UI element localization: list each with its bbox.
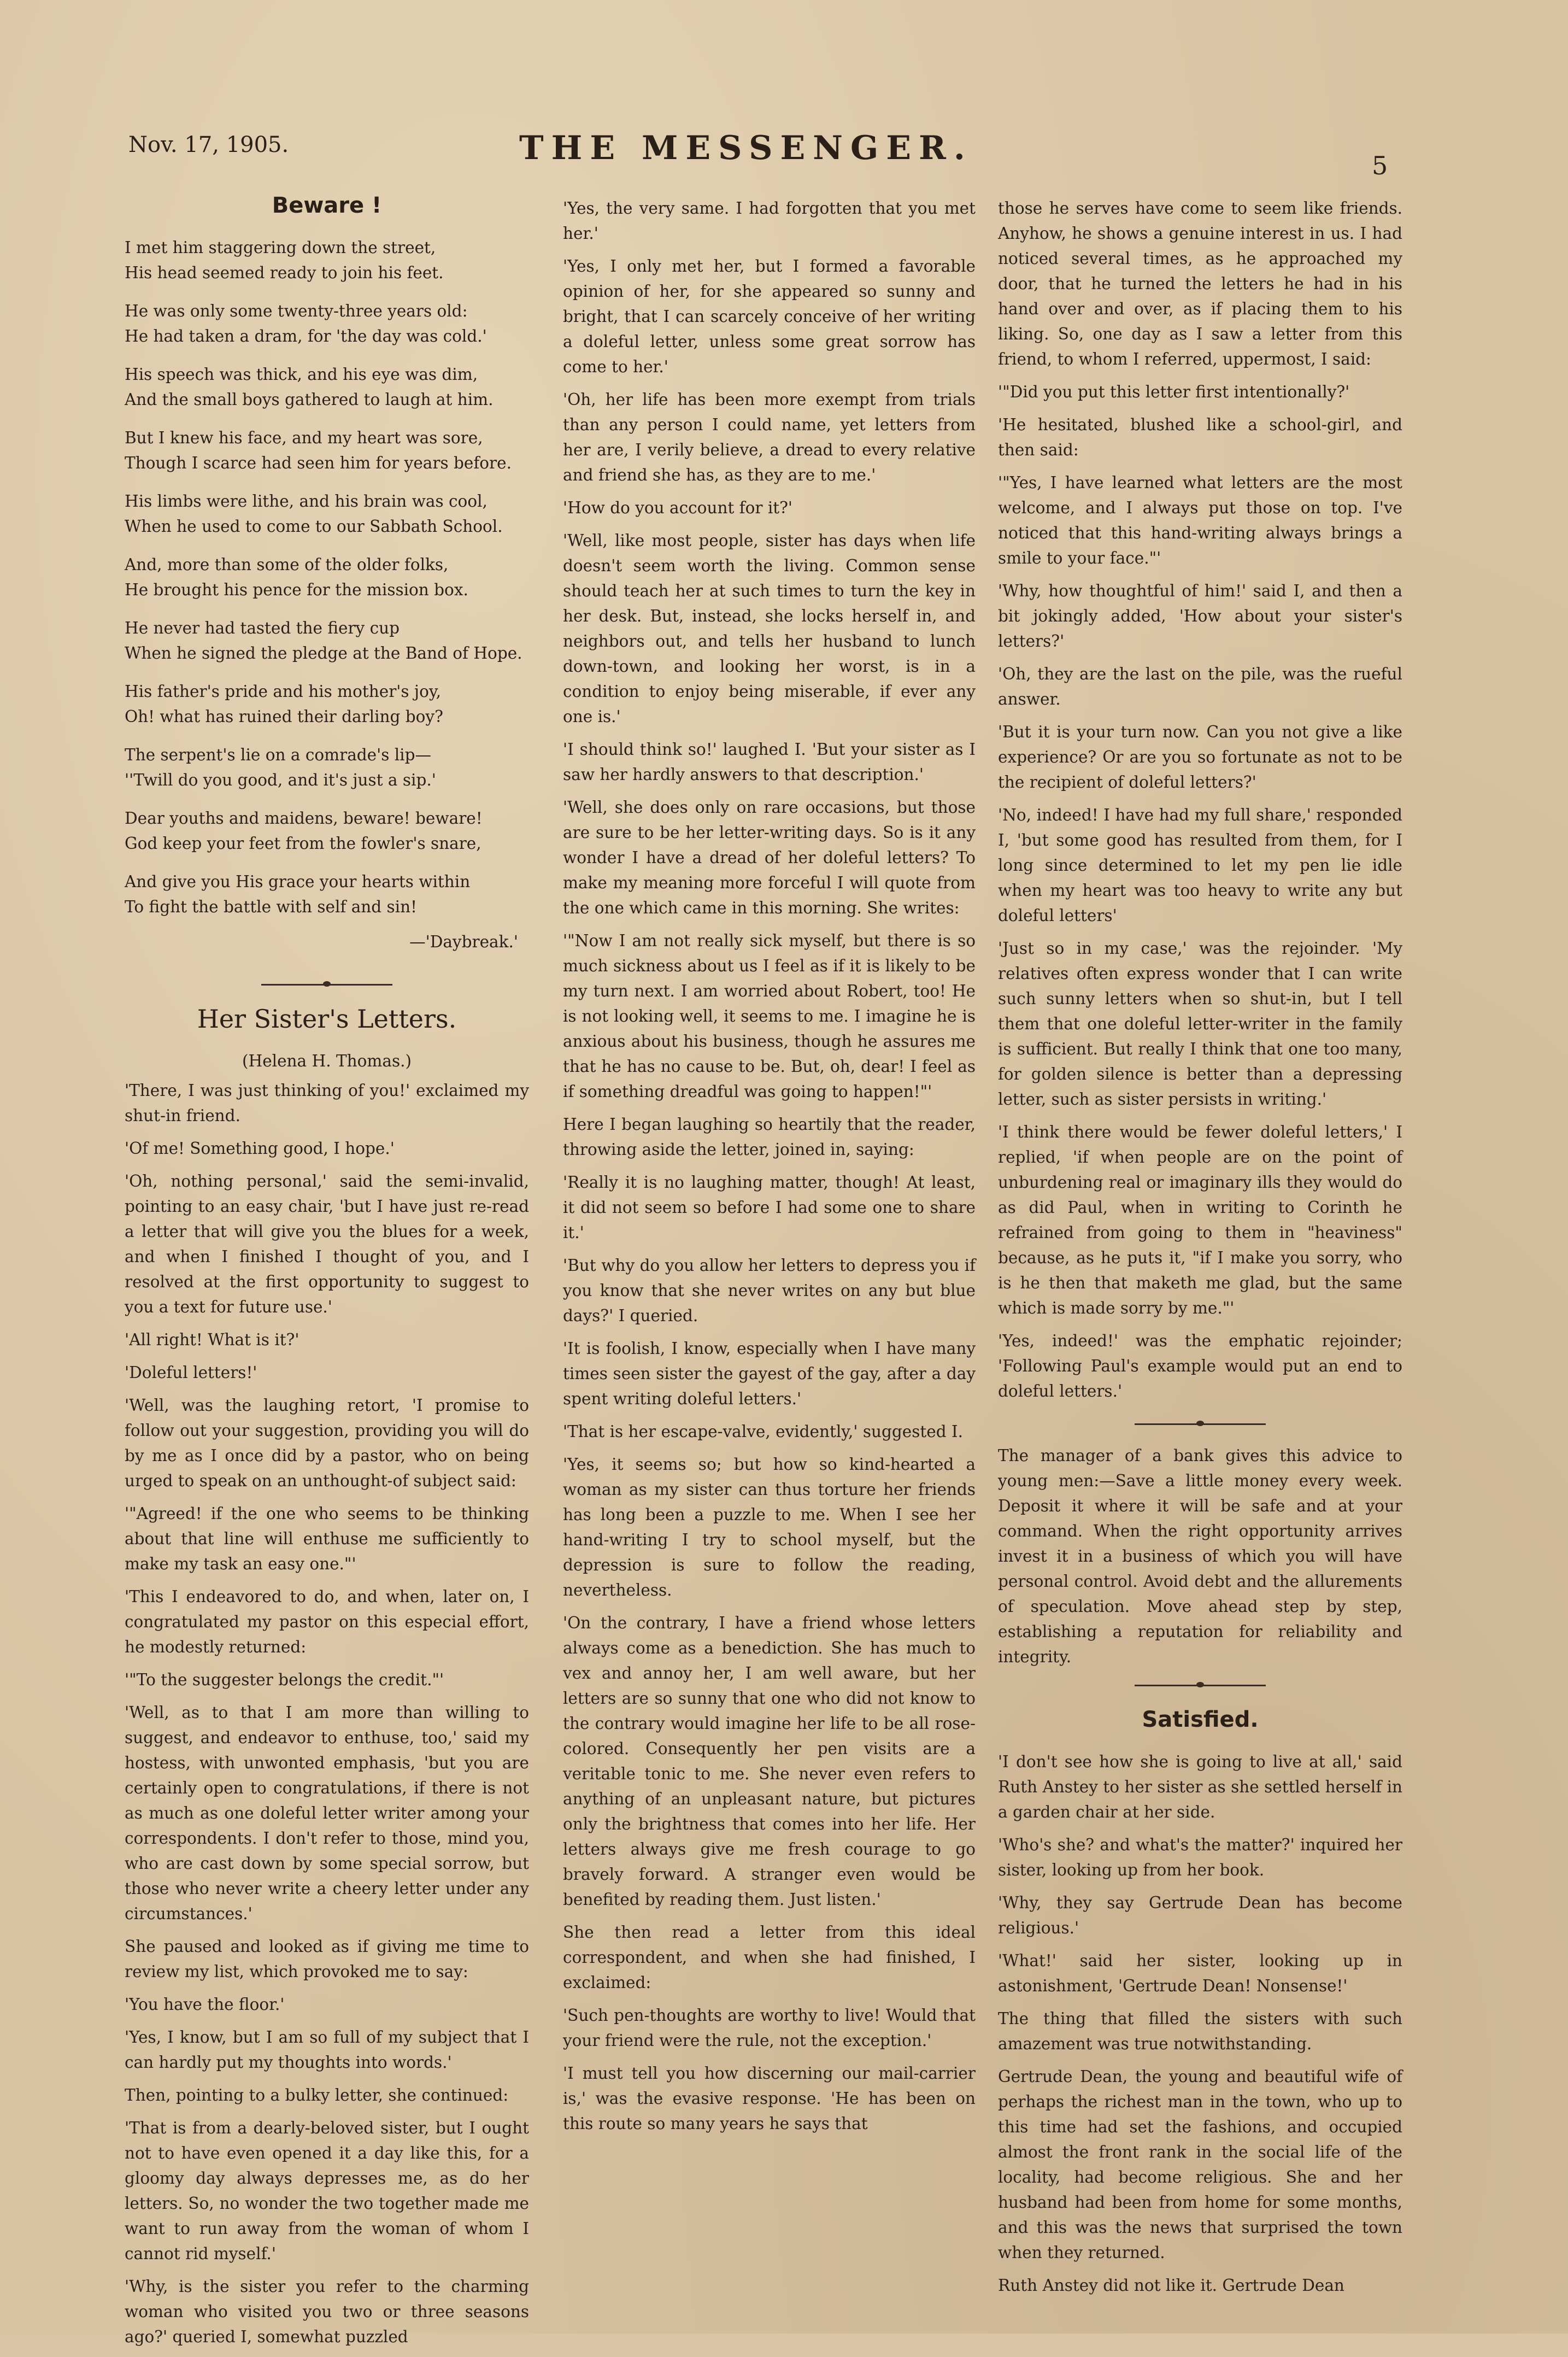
satisfied-paragraph: Gertrude Dean, the young and beautiful wife of perhaps the richest man in the town, who up to this time had set the fashions, and occupied almost the front rank in the social life of the locality, had become religious. She and her husband had been from home for some months, and this was the news that surprised the town when they returned. xyxy=(998,2067,1402,2262)
column-2 xyxy=(563,196,976,2144)
poem-line: His speech was thick, and his eye was dim, xyxy=(125,365,478,384)
poem-line: Oh! what has ruined their darling boy? xyxy=(125,707,443,726)
poem-line: And, more than some of the older folks, xyxy=(125,555,449,574)
story-paragraph: '"Yes, I have learned what letters are the most welcome, and I always put those on top. I've noticed that this hand-writing always brings a smile to your face."' xyxy=(998,473,1402,567)
poem-line: Though I scarce had seen him for years before. xyxy=(125,454,512,472)
story-paragraph: 'Yes, indeed!' was the emphatic rejoinder; 'Following Paul's example would put an end to doleful letters.' xyxy=(998,1332,1402,1400)
satisfied-paragraph: 'Who's she? and what's the matter?' inquired her sister, looking up from her book. xyxy=(998,1836,1402,1879)
poem-stanza xyxy=(125,552,529,602)
story-paragraph: She paused and looked as if giving me time to review my list, which provoked me to say: xyxy=(125,1937,529,1981)
poem-stanza xyxy=(125,679,529,729)
poem-attribution: —'Daybreak.' xyxy=(409,933,518,951)
poem-line: When he signed the pledge at the Band of Hope. xyxy=(125,644,522,662)
poem-stanza xyxy=(125,869,529,919)
story-paragraph: '"Agreed! if the one who seems to be thinking about that line will enthuse me sufficiently to make my task an easy one."' xyxy=(125,1504,529,1573)
poem-body xyxy=(125,235,529,919)
masthead-title: THE MESSENGER. xyxy=(519,129,973,167)
story-paragraph: 'I should think so!' laughed I. 'But your sister as I saw her hardly answers to that description.' xyxy=(563,740,976,784)
story-paragraph: 'Oh, nothing personal,' said the semi-invalid, pointing to an easy chair, 'but I have just re-read a letter that will give you the blues for a week, and when I finished I thought of you, and I resolved at the first opportunity to suggest to you a text for future use.' xyxy=(125,1172,529,1316)
bank-advice-paragraph: The manager of a bank gives this advice to young men:—Save a little money every week. Deposit it where it will be safe and at your command. When the right opportunity arrives invest it in a business of which you will have personal control. Avoid debt and the allurements of speculation. Move ahead step by step, establishing a reputation for reliability and integrity. xyxy=(998,1446,1402,1666)
poem-line: God keep your feet from the fowler's snare, xyxy=(125,834,481,853)
story-paragraph: 'That is from a dearly-beloved sister, but I ought not to have even opened it a day like this, for a gloomy day always depresses me, as do her letters. So, no wonder the two together made me want to run away from the woman of whom I cannot rid myself.' xyxy=(125,2119,529,2263)
poem-title: Beware ! xyxy=(272,193,382,218)
poem-line: To fight the battle with self and sin! xyxy=(125,898,417,916)
story-paragraph: 'Yes, I only met her, but I formed a favorable opinion of her, for she appeared so sunny and bright, that I can scarcely conceive of her writing a doleful letter, unless some great sorrow has come to her.' xyxy=(563,257,976,376)
story-column-3-text xyxy=(998,196,1402,1404)
story-paragraph: '"Now I am not really sick myself, but there is so much sickness about us I feel as if it is likely to be my turn next. I am worried about Robert, too! He is not looking well, it seems to me. I imagine he is anxious about his business, though he assures me that he has no cause to be. But, oh, dear! I feel as if something dreadful was going to happen!"' xyxy=(563,931,976,1101)
column-1 xyxy=(125,186,529,2357)
story-paragraph: '"Did you put this letter first intentionally?' xyxy=(998,383,1350,401)
story-paragraph: 'You have the floor.' xyxy=(125,1995,285,2014)
story-paragraph: 'Of me! Something good, I hope.' xyxy=(125,1139,395,1158)
satisfied-text xyxy=(998,1749,1402,2298)
story-paragraph: 'Well, was the laughing retort, 'I promise to follow out your suggestion, providing you will do by me as I once did by a pastor, who on being urged to speak on an unthought-of subject said: xyxy=(125,1396,529,1490)
poem-line: He had taken a dram, for 'the day was cold.' xyxy=(125,327,487,345)
story-column-1-text xyxy=(125,1078,529,2349)
story-paragraph: 'Such pen-thoughts are worthy to live! Would that your friend were the rule, not the exception.' xyxy=(563,2006,976,2050)
poem-line: He was only some twenty-three years old: xyxy=(125,302,468,320)
poem-stanza xyxy=(125,298,529,349)
story-paragraph: 'Well, as to that I am more than willing to suggest, and endeavor to enthuse, too,' said my hostess, with unwonted emphasis, 'but you are certainly open to congratulations, if there is not as much as one doleful letter writer among your correspondents. I don't refer to those, mind you, who are cast down by some special sorrow, but those who never write a cheery letter under any circumstances.' xyxy=(125,1703,529,1923)
poem-stanza xyxy=(125,742,529,793)
poem-line: And give you His grace your hearts within xyxy=(125,872,471,891)
story-paragraph: 'It is foolish, I know, especially when I have many times seen sister the gayest of the gay, after a day spent writing doleful letters.' xyxy=(563,1339,976,1408)
story-paragraph: 'On the contrary, I have a friend whose letters always come as a benediction. She has much to vex and annoy her, I am well aware, but her letters are so sunny that one who did not know to the contrary would imagine her life to be all rose-colored. Consequently her pen visits are a veritable tonic to me. She never even refers to anything of an unpleasant nature, but pictures only the brightness that comes into her life. Her letters always give me fresh courage to go bravely forward. A stranger even would be benefited by reading them. Just listen.' xyxy=(563,1614,976,1909)
story-paragraph: 'Well, like most people, sister has days when life doesn't seem worth the living. Common sense should teach her at such times to turn the key in her desk. But, instead, she locks herself in, and neighbors out, and tells her husband to lunch down-town, and looking her worst, is in a condition to enjoy being miserable, if ever any one is.' xyxy=(563,531,976,726)
story-paragraph: 'Doleful letters!' xyxy=(125,1363,257,1382)
story-paragraph: 'Oh, they are the last on the pile, was the rueful answer. xyxy=(998,665,1402,708)
story-paragraph: 'Well, she does only on rare occasions, but those are sure to be her letter-writing days. So is it any wonder I have a dread of her doleful letters? To make my meaning more forceful I will quote from the one which came in this morning. She writes: xyxy=(563,798,976,917)
story-paragraph: 'There, I was just thinking of you!' exclaimed my shut-in friend. xyxy=(125,1081,529,1125)
poem-line: The serpent's lie on a comrade's lip— xyxy=(125,746,432,764)
page-number: 5 xyxy=(1372,151,1388,180)
story-paragraph: She then read a letter from this ideal correspondent, and when she had finished, I exclaimed: xyxy=(563,1923,976,1992)
story-paragraph: 'I must tell you how discerning our mail-carrier is,' was the evasive response. 'He has been on this route so many years he says that xyxy=(563,2064,976,2133)
satisfied-paragraph: 'Why, they say Gertrude Dean has become religious.' xyxy=(998,1893,1402,1937)
poem-line: His limbs were lithe, and his brain was cool, xyxy=(125,492,488,511)
story-paragraph: 'Yes, the very same. I had forgotten that you met her.' xyxy=(563,199,976,243)
story-paragraph: Here I began laughing so heartily that the reader, throwing aside the letter, joined in, saying: xyxy=(563,1115,976,1159)
poem-line: I met him staggering down the street, xyxy=(125,238,436,257)
poem-stanza xyxy=(125,806,529,856)
story-paragraph: 'But it is your turn now. Can you not give a like experience? Or are you so fortunate as not to be the recipient of doleful letters?' xyxy=(998,723,1402,791)
column-3 xyxy=(998,196,1402,2306)
divider-ornament xyxy=(998,1677,1402,1693)
poem-line: His head seemed ready to join his feet. xyxy=(125,263,444,282)
poem-line: He brought his pence for the mission box. xyxy=(125,581,468,599)
satisfied-paragraph: 'I don't see how she is going to live at all,' said Ruth Anstey to her sister as she settled herself in a garden chair at her side. xyxy=(998,1752,1402,1821)
poem-stanza xyxy=(125,362,529,412)
poem-line: His father's pride and his mother's joy, xyxy=(125,682,441,701)
story-paragraph: 'But why do you allow her letters to depress you if you know that she never writes on any but blue days?' I queried. xyxy=(563,1256,976,1325)
story-paragraph: 'Oh, her life has been more exempt from trials than any person I could name, yet letters from her are, I verily believe, a dread to every relative and friend she has, as they are to me.' xyxy=(563,390,976,484)
poem-line: And the small boys gathered to laugh at him. xyxy=(125,390,494,409)
story-paragraph: 'This I endeavored to do, and when, later on, I congratulated my pastor on this especial effort, he modestly returned: xyxy=(125,1587,529,1656)
story-title: Her Sister's Letters. xyxy=(197,1004,457,1034)
satisfied-paragraph: The thing that filled the sisters with such amazement was true notwithstanding. xyxy=(998,2009,1402,2053)
poem-line: Dear youths and maidens, beware! beware! xyxy=(125,809,483,828)
story-paragraph: 'Just so in my case,' was the rejoinder. 'My relatives often express wonder that I can write such sunny letters when so shut-in, but I tell them that one doleful letter-writer in the family is sufficient. But really I think that one too many, for golden silence is better than a depressing letter, such as sister persists in writing.' xyxy=(998,939,1402,1109)
issue-date: Nov. 17, 1905. xyxy=(128,132,289,157)
poem-line: He never had tasted the fiery cup xyxy=(125,619,400,637)
story-paragraph: those he serves have come to seem like friends. Anyhow, he shows a genuine interest in us. I had noticed several times, as he approached my door, that he turned the letters he had in his hand over and over, as if placing them to his liking. So, one day as I saw a letter from this friend, to whom I referred, uppermost, I said: xyxy=(998,199,1402,368)
poem-stanza xyxy=(125,425,529,476)
poem-line: But I knew his face, and my heart was sore, xyxy=(125,429,483,447)
story-column-2-text xyxy=(563,196,976,2136)
story-paragraph: 'Yes, it seems so; but how so kind-hearted a woman as my sister can thus torture her friends has long been a puzzle to me. When I see her hand-writing I try to school myself, but the depression is sure to follow the reading, nevertheless. xyxy=(563,1455,976,1599)
story-paragraph: 'That is her escape-valve, evidently,' suggested I. xyxy=(563,1422,963,1441)
poem-stanza xyxy=(125,615,529,666)
poem-line: When he used to come to our Sabbath School. xyxy=(125,517,503,536)
story-paragraph: 'I think there would be fewer doleful letters,' I replied, 'if when people are on the point of unburdening real or imaginary ills they would do as did Paul, when in writing to Corinth he refrained from going to them in "heaviness" because, as he puts it, "if I make you sorry, who is he then that maketh me glad, but the same which is made sorry by me."' xyxy=(998,1123,1402,1317)
story-paragraph: '"To the suggester belongs the credit."' xyxy=(125,1670,444,1689)
story-paragraph: 'How do you account for it?' xyxy=(563,499,793,517)
satisfied-paragraph: Ruth Anstey did not like it. Gertrude Dean xyxy=(998,2276,1344,2295)
story-paragraph: 'Why, how thoughtful of him!' said I, and then a bit jokingly added, 'How about your sister's letters?' xyxy=(998,582,1402,650)
poem-line: ''Twill do you good, and it's just a sip.' xyxy=(125,771,436,789)
story-author: (Helena H. Thomas.) xyxy=(242,1052,412,1070)
story-paragraph: 'All right! What is it?' xyxy=(125,1330,299,1349)
story-paragraph: 'He hesitated, blushed like a school-girl, and then said: xyxy=(998,415,1402,459)
satisfied-title: Satisfied. xyxy=(1142,1707,1259,1732)
story-paragraph: 'No, indeed! I have had my full share,' responded I, 'but some good has resulted from them, for I long since determined to let my pen lie idle when my heart was too heavy to write any but doleful letters' xyxy=(998,806,1402,925)
satisfied-paragraph: 'What!' said her sister, looking up in astonishment, 'Gertrude Dean! Nonsense!' xyxy=(998,1951,1402,1995)
poem-stanza xyxy=(125,235,529,285)
story-paragraph: 'Why, is the sister you refer to the charming woman who visited you two or three seasons ago?' queried I, somewhat puzzled xyxy=(125,2277,529,2346)
poem-stanza xyxy=(125,489,529,539)
divider-ornament xyxy=(125,976,529,993)
divider-ornament xyxy=(998,1416,1402,1432)
story-paragraph: Then, pointing to a bulky letter, she continued: xyxy=(125,2086,509,2104)
story-paragraph: 'Yes, I know, but I am so full of my subject that I can hardly put my thoughts into words.' xyxy=(125,2028,529,2072)
story-paragraph: 'Really it is no laughing matter, though! At least, it did not seem so before I had some one to share it.' xyxy=(563,1173,976,1242)
